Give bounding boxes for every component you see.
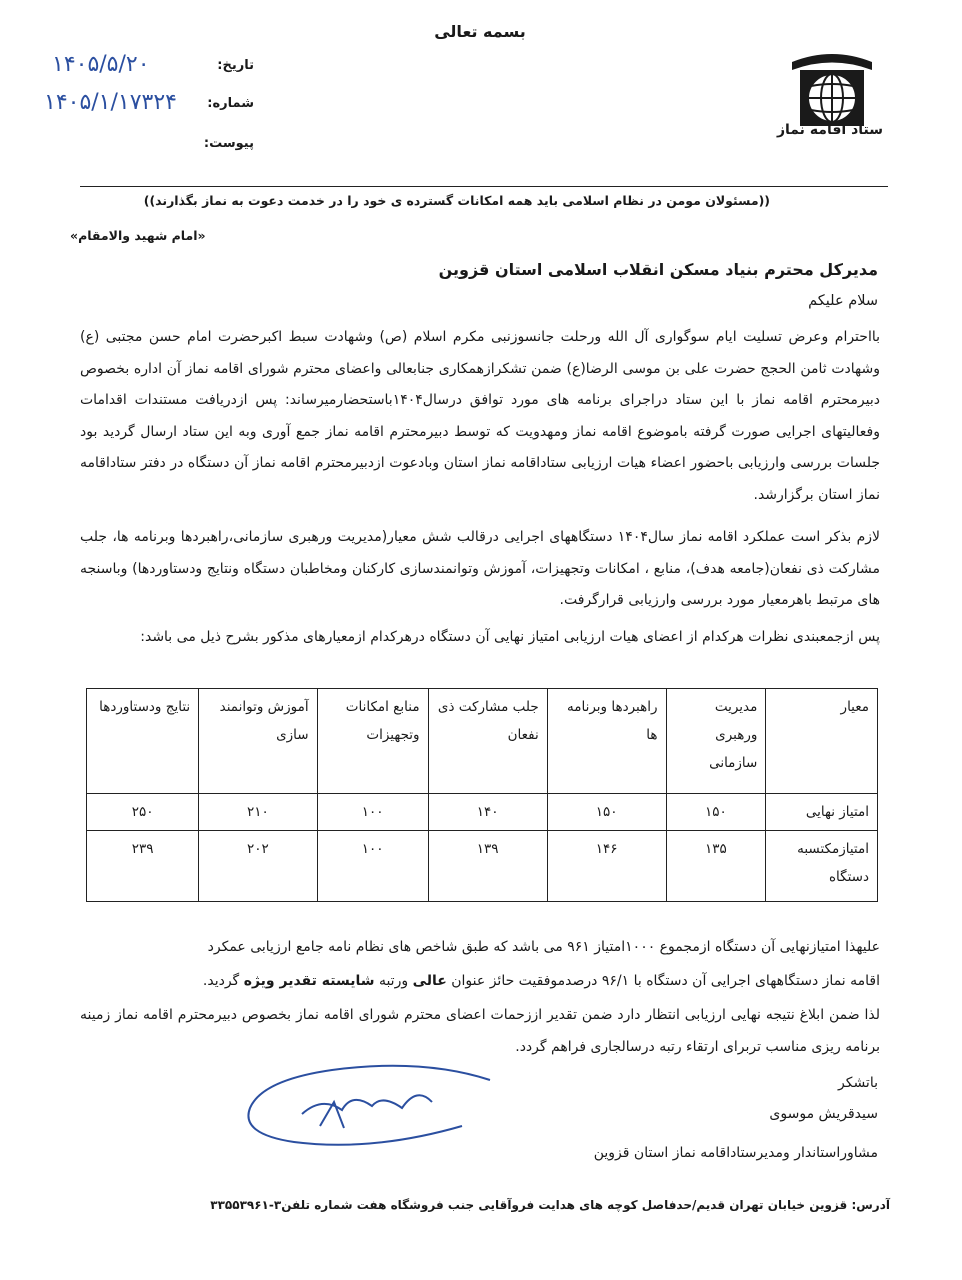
criterion-header: معیار (766, 689, 878, 794)
body-paragraph-2: لازم بذکر است عملکرد اقامه نماز سال۱۴۰۴ دستگاههای اجرایی درقالب شش معیار(مدیریت ورهبری سازمانی،راهبردها وبرنامه ها، جلب مشارکت ذی نفعان(جامعه هدف)، منابع ، امکانات وتجهیزات، آموزش وتوانمندسازی کارکنان ومخاطبان دستگاه ونتایج ودستاوردها) وباسنجه های مرتبط باهرمعیار مورد بررسی وارزیابی قرارگرفت. (80, 529, 880, 608)
row-label: امتیاز نهایی (766, 794, 878, 831)
footer-address: آدرس: قزوین خیابان تهران قدیم/حدفاصل کوچه های هدایت فروآقایی جنب فروشگاه هفت شماره تلفن۳-۳۳۵۵۳۹۶۱ (210, 1198, 890, 1212)
column-header: منابع امکانات وتجهیزات (317, 689, 428, 794)
body-paragraph-1: بااحترام وعرض تسلیت ایام سوگواری آل الله ورحلت جانسوزنبی مکرم اسلام (ص) وشهادت سبط اکبرحضرت امام حسن مجتبی (ع) وشهادت ثامن الحجج حضرت علی بن موسی الرضا(ع) ضمن تشکرازهمکاری جنابعالی واعضای محترم شورای اقامه نماز آن اداره بخصوص دبیرمحترم اقامه نماز با این ستاد دراجرای برنامه های مورد توافق درسال۱۴۰۴باستحضارمیرساند: پس ازدریافت مستندات اقدامات وفعالیتهای اجرایی صورت گرفته باموضوع اقامه نماز ومهدویت که توسط دبیرمحترم اقامه نماز جمع آوری وبه این ستاد ارسال گردید بود جلسات بررسی وارزیابی باحضور اعضاء هیات ارزیابی ستاداقامه نماز استان وبادعوت ازدبیرمحترم اقامه نماز آن دستگاه در دفتر ستاداقامه نماز استان برگزارشد. (80, 329, 881, 503)
table-cell: ۱۴۰ (428, 794, 547, 831)
table-cell: ۱۰۰ (317, 794, 428, 831)
conclusion-text: ورتبه (374, 973, 413, 989)
greeting: سلام علیکم (808, 293, 878, 309)
recipient-line: مدیرکل محترم بنیاد مسکن انقلاب اسلامی استان قزوین (438, 260, 878, 279)
table-cell: ۲۵۰ (87, 794, 199, 831)
conclusion-line-1: علیهذا امتیازنهایی آن دستگاه ازمجموع ۱۰۰۰امتیاز ۹۶۱ می باشد که طبق شاخص های نظام نامه جامع ارزیابی عمکرد (207, 939, 880, 955)
thanks-line: باتشکر (837, 1075, 878, 1091)
conclusion-text: اقامه نماز دستگاههای اجرایی آن دستگاه با ۹۶/۱ درصدموفقیت حائز عنوان (446, 973, 880, 989)
table-cell: ۱۴۶ (547, 831, 666, 902)
column-header: جلب مشارکت ذی نفعان (428, 689, 547, 794)
date-label: تاریخ: (217, 58, 254, 73)
table-row (87, 794, 878, 831)
date-value: ۱۴۰۵/۵/۲۰ (52, 52, 150, 77)
table-cell: ۲۱۰ (199, 794, 317, 831)
column-header: نتایج ودستاوردها (87, 689, 199, 794)
evaluation-table (86, 688, 878, 902)
body-paragraph-3: پس ازجمعبندی نظرات هرکدام از اعضای هیات ارزیابی امتیاز نهایی آن دستگاه درهرکدام ازمعیارهای مذکور بشرح ذیل می باشد: (140, 629, 880, 645)
attachment-label: پیوست: (203, 136, 254, 151)
logo-name: ستاد اقامه نماز (776, 122, 883, 138)
table-header-row (87, 689, 878, 794)
signer-title: مشاوراستاندار ومدیرستاداقامه نماز استان قزوین (593, 1145, 878, 1161)
hadith-quote: ((مسئولان مومن در نظام اسلامی باید همه امکانات گسترده ی خود را در خدمت دعوت به نماز بگذارند)) (143, 193, 770, 208)
rating-title: عالی (412, 973, 447, 989)
table-cell: ۱۳۹ (428, 831, 547, 902)
table-cell: ۱۳۵ (666, 831, 766, 902)
conclusion-paragraph: لذا ضمن ابلاغ نتیجه نهایی ارزیابی انتظار دارد ضمن تقدیر اززحمات اعضای محترم شورای اقامه نماز بخصوص دبیرمحترم اقامه نماز زمینه برنامه ریزی مناسب تربرای ارتقاء رتبه درسالجاری فراهم گردد. (80, 1007, 880, 1055)
header-divider (80, 186, 888, 187)
table-cell: ۱۰۰ (317, 831, 428, 902)
bismillah-heading: بسمه تعالی (434, 22, 526, 41)
table-row (87, 831, 878, 902)
table-cell: ۱۵۰ (547, 794, 666, 831)
conclusion-line-2 (80, 966, 880, 998)
number-value: ۱۴۰۵/۱/۱۷۳۲۴ (44, 90, 177, 115)
row-label: امتیازمکتسبه دستگاه (766, 831, 878, 902)
table-cell: ۲۳۹ (87, 831, 199, 902)
column-header: مدیریت ورهبری سازمانی (666, 689, 766, 794)
quote-attribution: «امام شهید والامقام» (70, 228, 206, 243)
table-cell: ۱۵۰ (666, 794, 766, 831)
conclusion-text: گردید. (202, 973, 244, 989)
rank-title: شایسته تقدیر ویژه (243, 973, 375, 989)
column-header: راهبردها وبرنامه ها (547, 689, 666, 794)
column-header: آموزش وتوانمند سازی (199, 689, 317, 794)
number-label: شماره: (207, 96, 254, 111)
signer-name: سیدقریش موسوی (769, 1106, 878, 1122)
table-cell: ۲۰۲ (199, 831, 317, 902)
